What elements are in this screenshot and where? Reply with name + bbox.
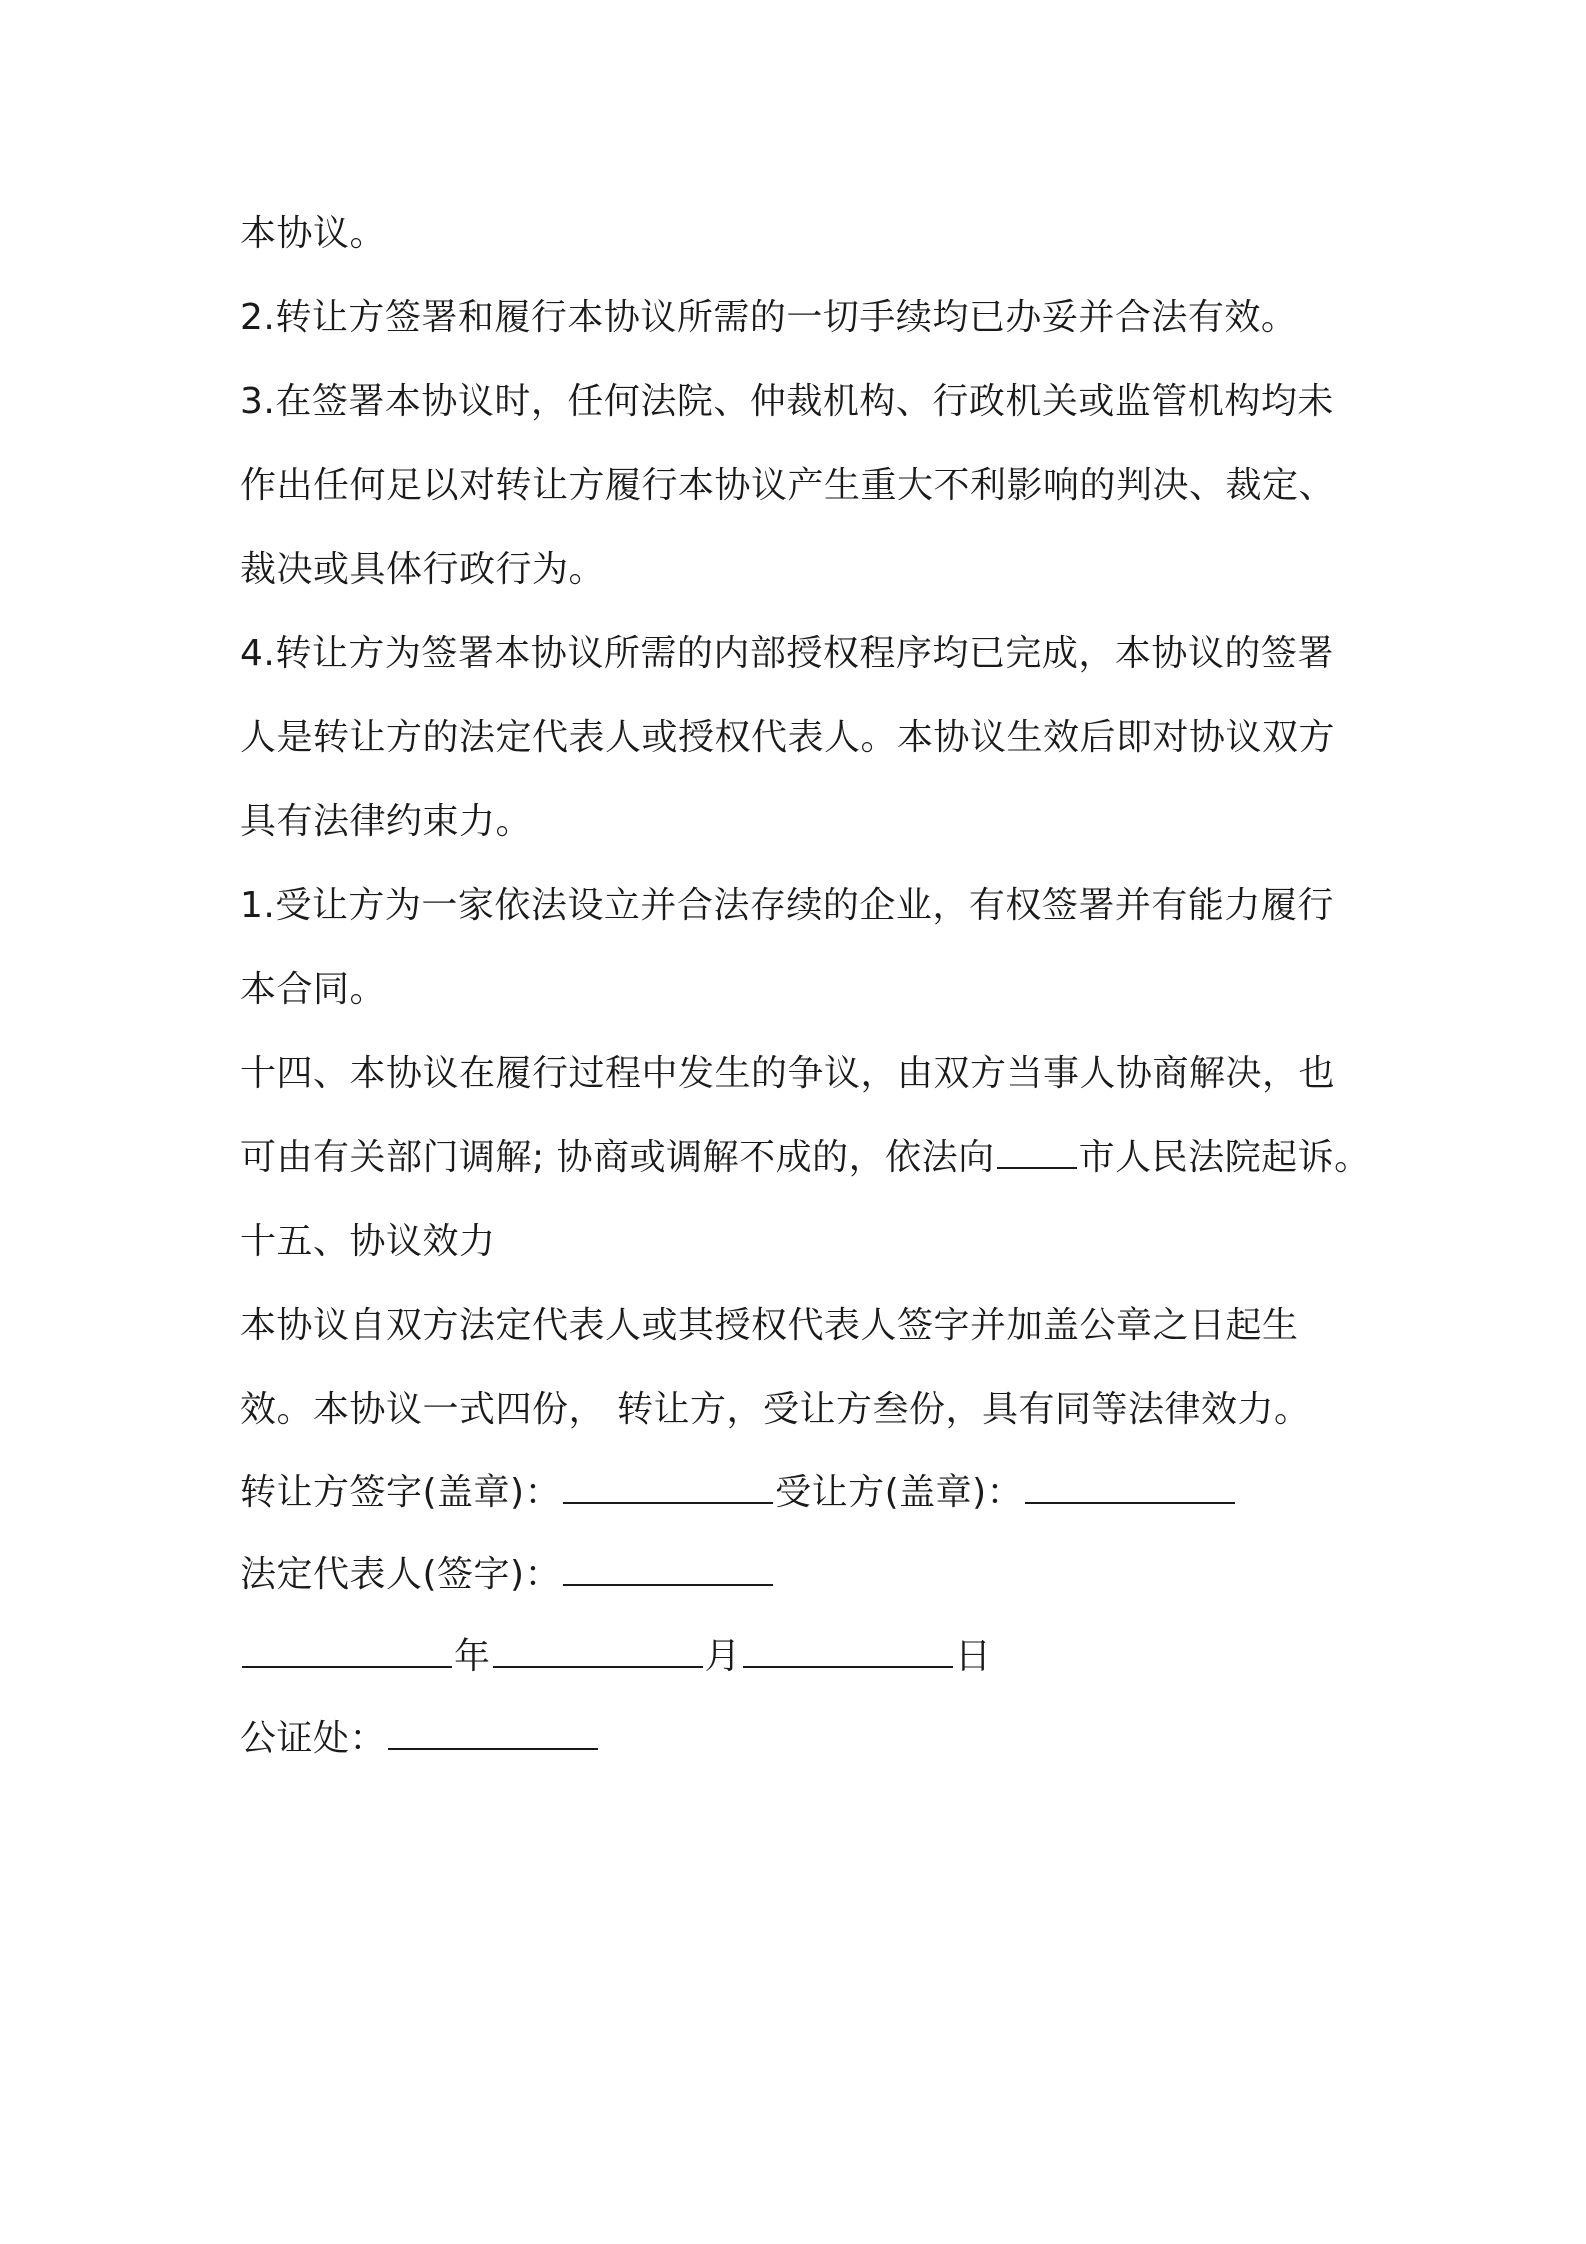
date-line — [240, 1616, 1390, 1698]
transferor-signature-label: 转让方签字(盖章)： — [240, 1472, 562, 1513]
notary-line — [240, 1698, 1390, 1780]
notary-label: 公证处： — [240, 1718, 387, 1759]
section-15-heading: 十五、协议效力 — [240, 1221, 496, 1262]
dispute-court-text-before: 可由有关部门调解; 协商或调解不成的，依法向 — [240, 1137, 995, 1178]
court-city-blank — [997, 1139, 1077, 1169]
legal-rep-label: 法定代表人(签字)： — [240, 1554, 562, 1595]
day-blank — [743, 1638, 953, 1668]
paragraph-line-7: 人是转让方的法定代表人或授权代表人。本协议生效后即对协议双方 — [240, 717, 1336, 758]
transferee-seal-blank — [1025, 1474, 1235, 1504]
transferee-seal-label: 受让方(盖章)： — [775, 1472, 1024, 1513]
paragraph-line-2: 2.转让方签署和履行本协议所需的一切手续均已办妥并合法有效。 — [240, 297, 1298, 338]
legal-rep-line — [240, 1534, 1390, 1616]
paragraph-line-1: 本协议。 — [240, 213, 387, 254]
day-label: 日 — [955, 1636, 992, 1677]
signature-parties-line — [240, 1452, 1390, 1534]
paragraph-line-6: 4.转让方为签署本协议所需的内部授权程序均已完成，本协议的签署 — [240, 633, 1334, 674]
paragraph-line-4: 作出任何足以对转让方履行本协议产生重大不利影响的判决、裁定、 — [240, 465, 1336, 506]
paragraph-line-9: 1.受让方为一家依法设立并合法存续的企业，有权签署并有能力履行 — [240, 885, 1334, 926]
dispute-court-line — [240, 1116, 1390, 1200]
notary-blank — [388, 1720, 598, 1750]
dispute-court-text-after: 市人民法院起诉。 — [1078, 1137, 1371, 1178]
section-15-body-line-1: 本协议自双方法定代表人或其授权代表人签字并加盖公章之日起生 — [240, 1305, 1299, 1346]
month-label: 月 — [704, 1636, 742, 1677]
legal-rep-blank — [563, 1556, 773, 1586]
paragraph-line-3: 3.在签署本协议时，任何法院、仲裁机构、行政机关或监管机构均未 — [240, 381, 1334, 422]
paragraph-line-10: 本合同。 — [240, 969, 387, 1010]
year-label: 年 — [454, 1636, 491, 1677]
paragraph-line-5: 裁决或具体行政行为。 — [240, 549, 606, 590]
document-body — [240, 192, 1390, 1780]
section-15-body-line-2: 效。本协议一式四份， 转让方，受让方叁份，具有同等法律效力。 — [240, 1389, 1311, 1430]
paragraph-line-8: 具有法律约束力。 — [240, 801, 533, 842]
month-blank — [493, 1638, 703, 1668]
year-blank — [242, 1638, 452, 1668]
paragraph-line-11: 十四、本协议在履行过程中发生的争议，由双方当事人协商解决，也 — [240, 1053, 1336, 1094]
transferor-signature-blank — [563, 1474, 773, 1504]
